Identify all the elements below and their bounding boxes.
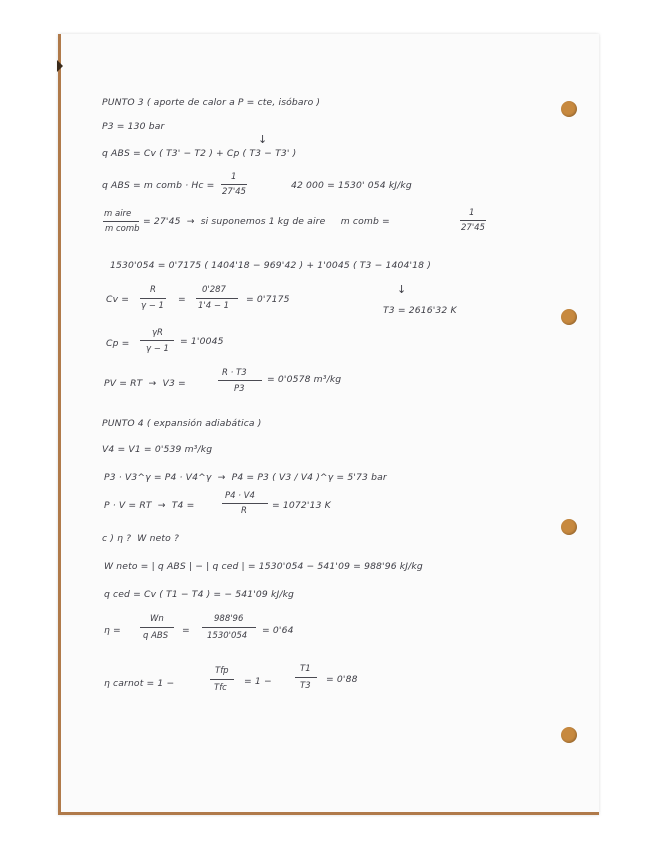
- fraction-bar: [140, 627, 174, 628]
- fraction-denominator: 27'45: [461, 223, 485, 233]
- fraction-denominator: γ − 1: [146, 344, 169, 354]
- heading-punto-3: PUNTO 3 ( aporte de calor a P = cte, isóbaro ): [102, 97, 321, 108]
- fraction-bar: [196, 298, 238, 299]
- equation-line: = 1'0045: [180, 336, 224, 347]
- fraction-numerator: R · T3: [222, 368, 247, 378]
- fraction-denominator: 1530'054: [207, 631, 248, 641]
- equation-line: = 1072'13 K: [272, 500, 331, 511]
- fraction-bar: [295, 677, 317, 678]
- fraction-denominator: 27'45: [222, 187, 246, 197]
- equation-line: = 1 −: [244, 676, 272, 687]
- fraction-denominator: P3: [234, 384, 245, 394]
- fraction-denominator: 1'4 − 1: [198, 301, 230, 311]
- equation-line: q ced = Cv ( T1 − T4 ) = − 541'09 kJ/kg: [104, 589, 295, 600]
- equation-line: q ABS = m comb · Hc =: [102, 180, 215, 191]
- equation-line: q ABS = Cv ( T3' − T2 ) + Cp ( T3 − T3' ): [102, 148, 297, 159]
- fraction-bar: [210, 679, 234, 680]
- result-t3: T3 = 2616'32 K: [383, 305, 457, 316]
- fraction-numerator: Tfp: [215, 666, 229, 676]
- fraction-denominator: T3: [300, 681, 311, 691]
- equation-line: Cp =: [106, 338, 130, 349]
- equation-line: P3 · V3^γ = P4 · V4^γ → P4 = P3 ( V3 / V4 )^γ = 5'73 bar: [104, 472, 387, 483]
- fraction-numerator: Wn: [150, 614, 164, 624]
- equation-line: P3 = 130 bar: [102, 121, 165, 132]
- equation-line: =: [178, 294, 186, 305]
- question-c: c ) η ? W neto ?: [102, 533, 179, 544]
- fraction-bar: [103, 221, 139, 222]
- equation-line: η =: [104, 625, 121, 636]
- fraction-bar: [460, 220, 486, 221]
- equation-line: η carnot = 1 −: [104, 678, 175, 689]
- equation-line: W neto = | q ABS | − | q ced | = 1530'054 − 541'09 = 988'96 kJ/kg: [104, 561, 423, 572]
- binder-hole: [561, 101, 577, 117]
- fraction-bar: [218, 380, 262, 381]
- equation-line: = 0'7175: [246, 294, 290, 305]
- equation-line: P · V = RT → T4 =: [104, 500, 195, 511]
- equation-line: 1530'054 = 0'7175 ( 1404'18 − 969'42 ) + 1'0045 ( T3 − 1404'18 ): [110, 260, 431, 271]
- fraction-denominator: γ − 1: [141, 301, 164, 311]
- binder-hole: [561, 727, 577, 743]
- equation-line: = 0'64: [262, 625, 294, 636]
- arrow-down-icon: ↓: [258, 133, 268, 146]
- fraction-numerator: 988'96: [214, 614, 244, 624]
- fraction-denominator: q ABS: [143, 631, 169, 641]
- fraction-numerator: γR: [152, 328, 163, 338]
- fraction-bar: [202, 627, 256, 628]
- equation-line: =: [182, 625, 190, 636]
- fraction-bar: [222, 503, 268, 504]
- fraction-numerator: T1: [300, 664, 311, 674]
- fraction-numerator: 1: [231, 172, 237, 182]
- fraction-numerator: 0'287: [202, 285, 226, 295]
- equation-line: = 0'88: [326, 674, 358, 685]
- arrow-down-icon: ↓: [397, 283, 407, 296]
- fraction-denominator: R: [241, 506, 247, 516]
- fraction-denominator: m comb: [105, 224, 140, 234]
- binder-hole: [561, 519, 577, 535]
- fraction-bar: [140, 340, 174, 341]
- fraction-numerator: R: [150, 285, 156, 295]
- equation-line: Cv =: [106, 294, 130, 305]
- equation-line: 42 000 = 1530' 054 kJ/kg: [291, 180, 412, 191]
- fraction-numerator: 1: [469, 208, 475, 218]
- equation-line: V4 = V1 = 0'539 m³/kg: [102, 444, 213, 455]
- fraction-bar: [140, 298, 166, 299]
- fraction-numerator: m aire: [104, 209, 132, 219]
- fraction-numerator: P4 · V4: [225, 491, 255, 501]
- equation-line: PV = RT → V3 =: [104, 378, 186, 389]
- binder-hole: [561, 309, 577, 325]
- fraction-bar: [221, 184, 247, 185]
- equation-line: = 0'0578 m³/kg: [267, 374, 342, 385]
- equation-line: = 27'45 → si suponemos 1 kg de aire m comb =: [143, 216, 390, 227]
- fraction-denominator: Tfc: [214, 683, 227, 693]
- heading-punto-4: PUNTO 4 ( expansión adiabática ): [102, 418, 262, 429]
